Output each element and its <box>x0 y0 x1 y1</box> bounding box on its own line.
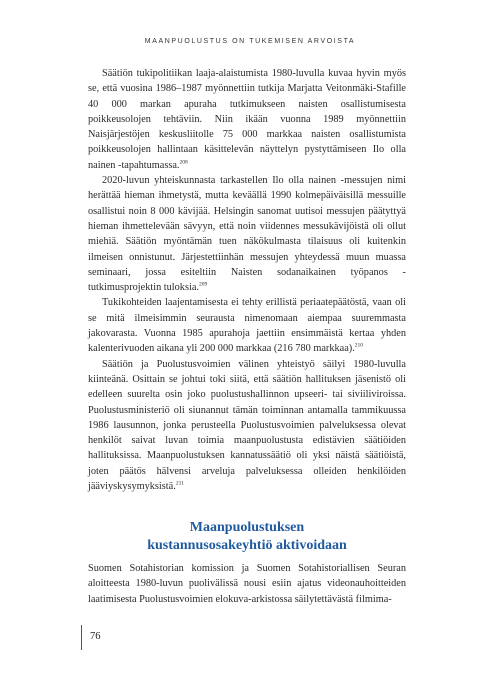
paragraph-3: Tukikohteiden laajentamisesta ei tehty erillistä periaatepäätöstä, vaan oli se mitä ilmeisimmin seurausta nimenomaan aiempaa suuremmasta jakovarasta. Vuonna 1985 apurahoja jaettiin ensimmäistä kertaa yhden kalenterivuoden aikana yli 200 000 markkaa (216 780 markkaa).$^{210}$ <box>88 297 406 355</box>
folio-rule <box>81 625 82 650</box>
running-head: MAANPUOLUSTUS ON TUKEMISEN ARVOISTA <box>144 38 356 45</box>
footnote-ref-208: 208 <box>179 159 188 166</box>
footnote-ref-211: 211 <box>175 480 184 487</box>
section-heading <box>88 519 406 555</box>
footnote-ref-209: 209 <box>198 281 208 288</box>
section-paragraph: Suomen Sotahistorian komission ja Suomen Sotahistoriallisen Seuran aloitteesta 1980-luvun puolivälissä nousi esiin ajatus videonauhoitteiden laatimisesta Puolustusvoimien elokuva-arkistossa säilytettävästä filmima- <box>88 563 406 605</box>
section-heading-line-1: Maanpuolustuksen <box>189 520 305 535</box>
footnote-ref-210: 210 <box>354 342 364 349</box>
section-heading-line-2: kustannusosakeyhtiö aktivoidaan <box>147 538 347 553</box>
paragraph-2: 2020-luvun yhteiskunnasta tarkastellen Ilo olla nainen -messujen nimi herättää hieman ihmetystä, mutta keväällä 1990 kolmepäiväisillä messuille osallistui noin 8 000 kävijää. Helsingin sanomat uutisoi messujen päätyttyä hieman ihmettelevään sävyyn, että noin viidennes messukävijöistä oli ollut miehiä. Säätiön myöntämän tuen näkökulmasta tilaisuus oli kuitenkin ilmeisen onnistunut. Järjestettiinhän messujen yhteydessä muun muassa seminaari, jossa esiteltiin Naisten sodanaikainen työpanos -tutkimusprojektin tuloksia.$^{209}$ <box>88 175 406 294</box>
paragraph-1: Säätiön tukipolitiikan laaja-alaistumista 1980-luvulla kuvaa hyvin myös se, että vuosina 1986–1987 myönnettiin tutkija Marjatta Veitonmäki-Stafille 40 000 markan apuraha tutkimukseen naisten osallistumisesta poikkeusolojen tehtäviin. Niin ikään vuonna 1989 myönnettiin Naisjärjestöjen keskusliitolle 75 000 markkaa naisten osallistumista poikkeusolojen hallintaan käsittelevän näyttelyn pystyttämiseen Ilo olla nainen -tapahtumassa.$^{208}$ <box>88 68 406 171</box>
page-number: 76 <box>90 631 101 642</box>
paragraph-4: Säätiön ja Puolustusvoimien välinen yhteistyö säilyi 1980-luvulla kiinteänä. Osittain se johtui toki siitä, että säätiön hallituksen jäsenistö oli edelleen suurelta osin joko puolustushallinnon upseeri- tai siviiliviroissa. Puolustusministeriö oli siunannut tämän toiminnan antamalla tammikuussa 1986 lausunnon, jonka perusteella Puolustusvoimien palveluksessa olevat henkilöt saivat luvan toimia maanpuolustusta edistävien säätiöiden hallituksissa. Maanpuolustuksen kannatussäätiö oli yksi näistä säätiöistä, joten päätös hälvensi arveluja palveluksessa olleiden henkilöiden jääviyskysymyksistä.$^{211}$ <box>88 358 406 493</box>
body-text <box>88 66 406 494</box>
